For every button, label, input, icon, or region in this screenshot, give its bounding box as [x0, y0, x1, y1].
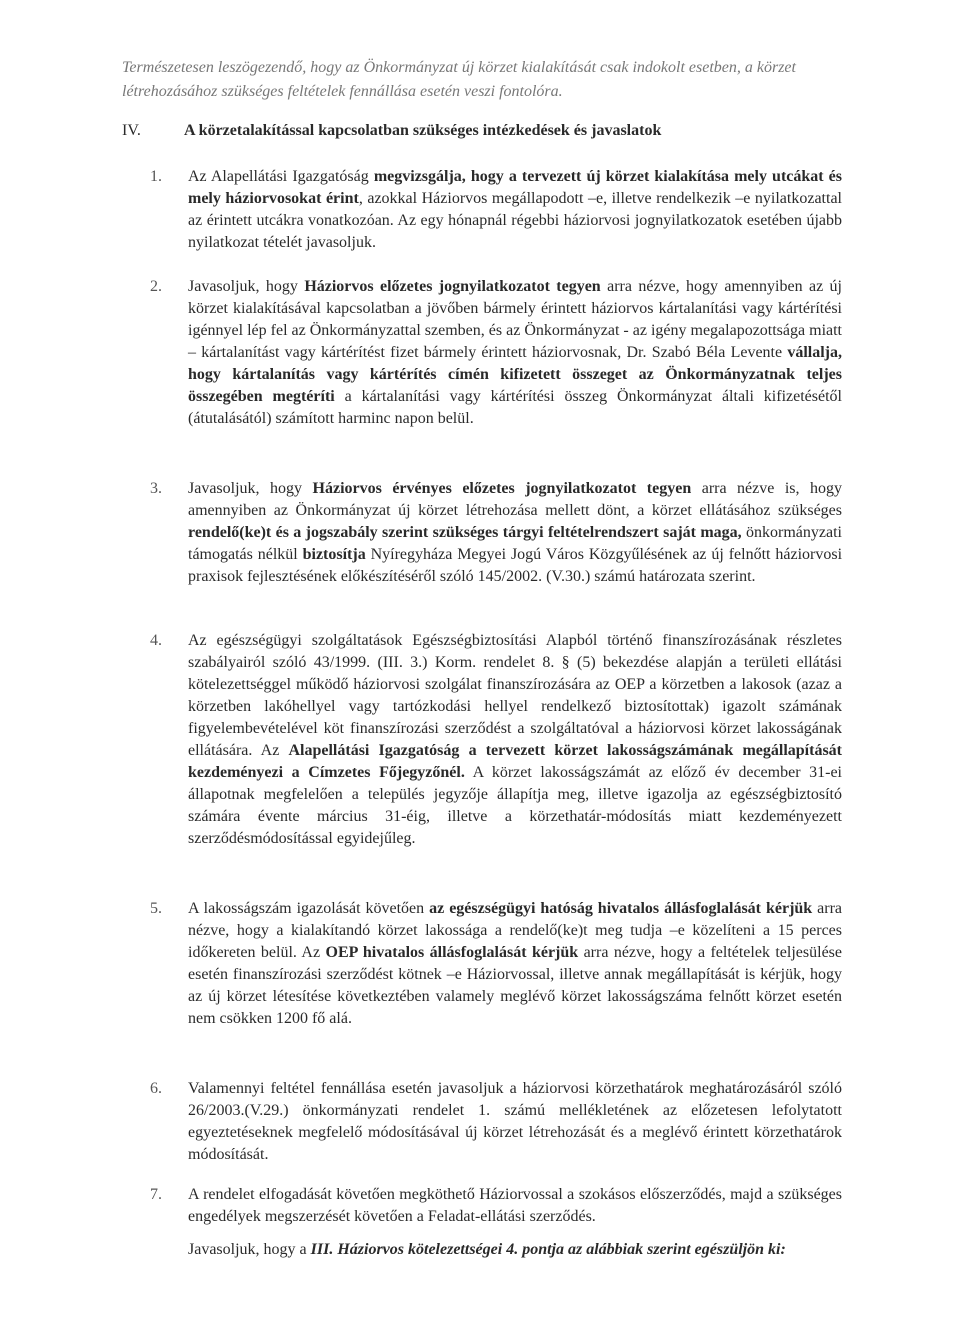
item-number: 4. [150, 632, 162, 649]
item-text: Valamennyi feltétel fennállása esetén javasoljuk a háziorvosi körzethatárok meghatározásáról szóló 26/2003.(V.29.) önkormányzati rendelet 1. számú mellékletének az előzetesen lefolytatott egyeztetéseknek megfelelő módosításával új körzet létrehozását és a meglévő érintett körzethatárok módosítását. [188, 1080, 842, 1163]
item-number: 6. [150, 1080, 162, 1097]
list-item-6 [152, 1078, 842, 1166]
section-heading [122, 120, 842, 142]
item-text: A lakosságszám igazolását követően az egészségügyi hatóság hivatalos állásfoglalását kérjük arra nézve, hogy a kialakítandó körzet lakossága a rendelő(ke)t meg tudja –e közelíteni a 15 perces időkereten belül. Az OEP hivatalos állásfoglalását kérjük arra nézve, hogy a feltételek teljesülése esetén finanszírozási szerződést kötnek –e Háziorvossal, illetve annak megállapítását is kérjük, hogy az új körzet létesítése következtében valamely meglévő körzet lakosságszáma felnőtt körzet esetén nem csökken 1200 fő alá. [188, 900, 843, 1027]
closing-paragraph [188, 1238, 842, 1262]
list-item-7 [152, 1184, 842, 1228]
list-item-2 [152, 276, 842, 430]
list-item-4 [152, 630, 842, 850]
item-number: 3. [150, 480, 162, 497]
list-item-1 [152, 166, 842, 254]
item-number: 5. [150, 900, 162, 917]
section-title: A körzetalakítással kapcsolatban szükséges intézkedések és javaslatok [184, 122, 662, 139]
list-item-5 [152, 898, 842, 1030]
item-text: A rendelet elfogadását követően megköthető Háziorvossal a szokásos előszerződés, majd a szükséges engedélyek megszerzését követően a Feladat-ellátási szerződés. [188, 1186, 842, 1225]
closing-emphasis: III. Háziorvos kötelezettségei 4. pontja az alábbiak szerint egészüljön ki: [310, 1241, 786, 1258]
item-text: Javasoljuk, hogy Háziorvos előzetes jognyilatkozatot tegyen arra nézve, hogy amennyiben az új körzet kialakításával kapcsolatban a jövőben bármely érintett háziorvos kártalanítási vagy kártérítési igénnyel lép fel az Önkormányzattal szemben, és az Önkormányzat - az igény megalapozottsága miatt – kártalanítást vagy kártérítést fizet bármely érintett háziorvosnak, Dr. Szabó Béla Levente vállalja, hogy kártalanítás vagy kártérítés címén kifizetett összeget az Önkormányzatnak teljes összegében megtéríti a kártalanítási vagy kártérítési összeg Önkormányzat általi kifizetésétől (átutalásától) számított harminc napon belül. [188, 278, 843, 427]
item-text: Az Alapellátási Igazgatóság megvizsgálja, hogy a tervezett új körzet kialakítása mely utcákat és mely háziorvosokat érint, azokkal Háziorvos megállapodott –e, illetve rendelkezik –e nyilatkozattal az érintett utcákra vonatkozóan. Az egy hónapnál régebbi háziorvosi jognyilatkozatok esetében újabb nyilatkozat tételét javasoljuk. [188, 168, 843, 251]
closing-prefix: Javasoljuk, hogy a [188, 1241, 311, 1258]
section-number: IV. [122, 122, 141, 139]
item-text: Az egészségügyi szolgáltatások Egészségbiztosítási Alapból történő finanszírozásának részletes szabályairól szóló 43/1999. (III. 3.) Korm. rendelet 8. § (5) bekezdése alapján a területi ellátási kötelezettséggel működő háziorvosi szolgálat finanszírozására az OEP a körzetben a lakosok (azaz a körzetben lakóhellyel vagy tartózkodási hellyel rendelkező biztosítottak) igazolt számának figyelembevételével köt finanszírozási szerződést a szolgáltatóval a háziorvosi körzet lakosságának ellátására. Az Alapellátási Igazgatóság a tervezett körzet lakosságszámának megállapítását kezdeményezi a Címzetes Főjegyzőnél. A körzet lakosságszámát az előző év december 31-ei állapotnak megfelelően a település jegyzője állapítja meg, illetve igazolja az egészségbiztosító számára évente március 31-éig, illetve a körzethatár-módosítás miatt kezdeményezett szerződésmódosítással egyidejűleg. [188, 632, 843, 847]
intro-paragraph: Természetesen leszögezendő, hogy az Önkormányzat új körzet kialakítását csak indokolt esetben, a körzet létrehozásához szükséges feltételek fennállása esetén veszi fontolóra. [122, 59, 796, 100]
list-item-3 [152, 478, 842, 588]
item-number: 2. [150, 278, 162, 295]
item-number: 7. [150, 1186, 162, 1203]
item-number: 1. [150, 168, 162, 185]
item-text: Javasoljuk, hogy Háziorvos érvényes előzetes jognyilatkozatot tegyen arra nézve is, hogy amennyiben az Önkormányzat új körzet létrehozása mellett dönt, a körzet ellátásához szükséges rendelő(ke)t és a jogszabály szerint szükséges tárgyi feltételrendszert saját maga, önkormányzati támogatás nélkül biztosítja Nyíregyháza Megyei Jogú Város Közgyűlésének az új felnőtt háziorvosi praxisok fejlesztésének előkészítéséről szóló 145/2002. (V.30.) számú határozata szerint. [188, 480, 843, 585]
